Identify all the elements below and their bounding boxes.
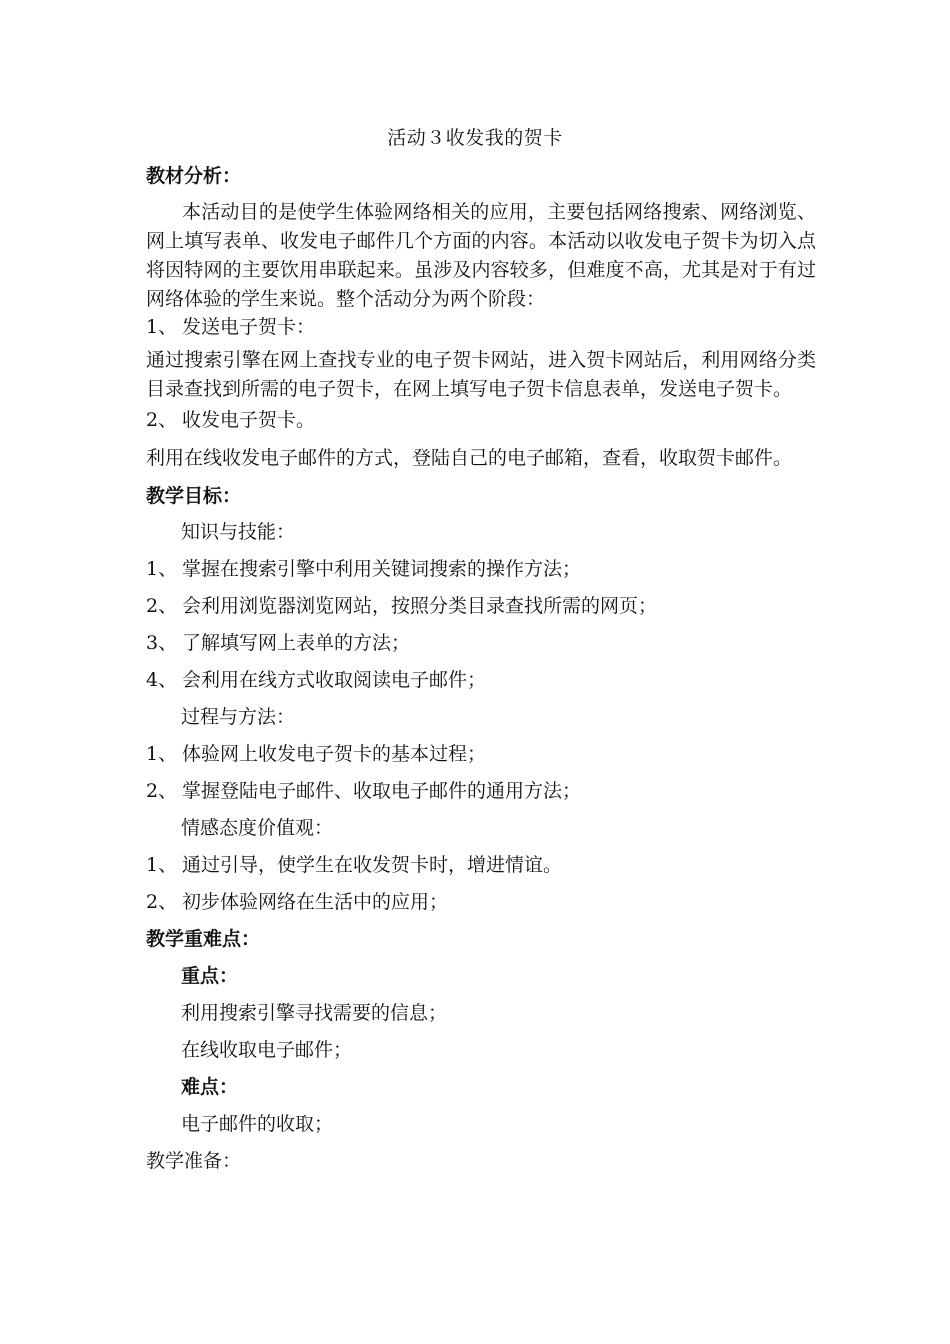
- goals-heading: 教学目标：: [146, 485, 242, 507]
- stage1-line: [146, 313, 826, 341]
- list-item-number: 1、: [146, 558, 178, 580]
- focus-label: 重点：: [181, 965, 239, 987]
- stage2-line: [146, 406, 826, 434]
- list-item-number: 4、: [146, 669, 178, 691]
- list-item-text: 会利用浏览器浏览网站，按照分类目录查找所需的网页；: [182, 595, 658, 617]
- list-item: [146, 666, 826, 694]
- list-item-text: 掌握在搜索引擎中利用关键词搜索的操作方法；: [182, 558, 582, 580]
- list-item-number: 3、: [146, 632, 178, 654]
- list-item: [146, 888, 826, 916]
- difficulty-label: 难点：: [181, 1076, 239, 1098]
- list-item-number: 2、: [146, 780, 178, 802]
- list-item-text: 通过引导，使学生在收发贺卡时，增进情谊。: [182, 854, 563, 876]
- stage1-number: 1、: [146, 316, 178, 338]
- list-item-text: 初步体验网络在生活中的应用；: [182, 891, 449, 913]
- list-item-text: 体验网上收发电子贺卡的基本过程；: [182, 743, 487, 765]
- list-item-text: 掌握登陆电子邮件、收取电子邮件的通用方法；: [182, 780, 582, 802]
- process-heading: 过程与方法：: [181, 706, 296, 728]
- focus-item: 利用搜索引擎寻找需要的信息；: [181, 1002, 448, 1024]
- document-title: 活动３收发我的贺卡: [387, 127, 563, 149]
- stage1-text: 通过搜索引擎在网上查找专业的电子贺卡网站，进入贺卡网站后，利用网络分类目录查找到所需的电子贺卡，在网上填写电子贺卡信息表单，发送电子贺卡。: [146, 349, 816, 400]
- list-item-number: 2、: [146, 595, 178, 617]
- knowledge-heading: 知识与技能：: [181, 521, 296, 543]
- list-item: [146, 740, 826, 768]
- difficulty-item: 电子邮件的收取；: [181, 1113, 334, 1135]
- list-item: [146, 592, 826, 620]
- list-item: [146, 555, 826, 583]
- list-item: [146, 629, 826, 657]
- list-item-number: 2、: [146, 891, 178, 913]
- stage2-title: 收发电子贺卡。: [182, 409, 316, 431]
- list-item-number: 1、: [146, 854, 178, 876]
- list-item-text: 了解填写网上表单的方法；: [182, 632, 411, 654]
- list-item-number: 1、: [146, 743, 178, 765]
- stage2-text: 利用在线收发电子邮件的方式，登陆自己的电子邮箱，查看，收取贺卡邮件。: [146, 447, 793, 469]
- analysis-paragraph: 本活动目的是使学生体验网络相关的应用，主要包括网络搜索、网络浏览、网上填写表单、收发电子邮件几个方面的内容。本活动以收发电子贺卡为切入点将因特网的主要饮用串联起来。虽涉及内容较多，但难度不高，尤其是对于有过网络体验的学生来说。整个活动分为两个阶段：: [146, 201, 816, 310]
- analysis-heading: 教材分析：: [146, 165, 242, 187]
- list-item: [146, 851, 826, 879]
- focus-item: 在线收取电子邮件；: [181, 1039, 353, 1061]
- stage2-number: 2、: [146, 409, 178, 431]
- key-points-heading: 教学重难点：: [146, 928, 261, 950]
- preparation-heading: 教学准备：: [146, 1150, 242, 1172]
- stage1-title: 发送电子贺卡：: [182, 316, 316, 338]
- list-item-text: 会利用在线方式收取阅读电子邮件；: [182, 669, 487, 691]
- list-item: [146, 777, 826, 805]
- emotion-heading: 情感态度价值观：: [181, 817, 334, 839]
